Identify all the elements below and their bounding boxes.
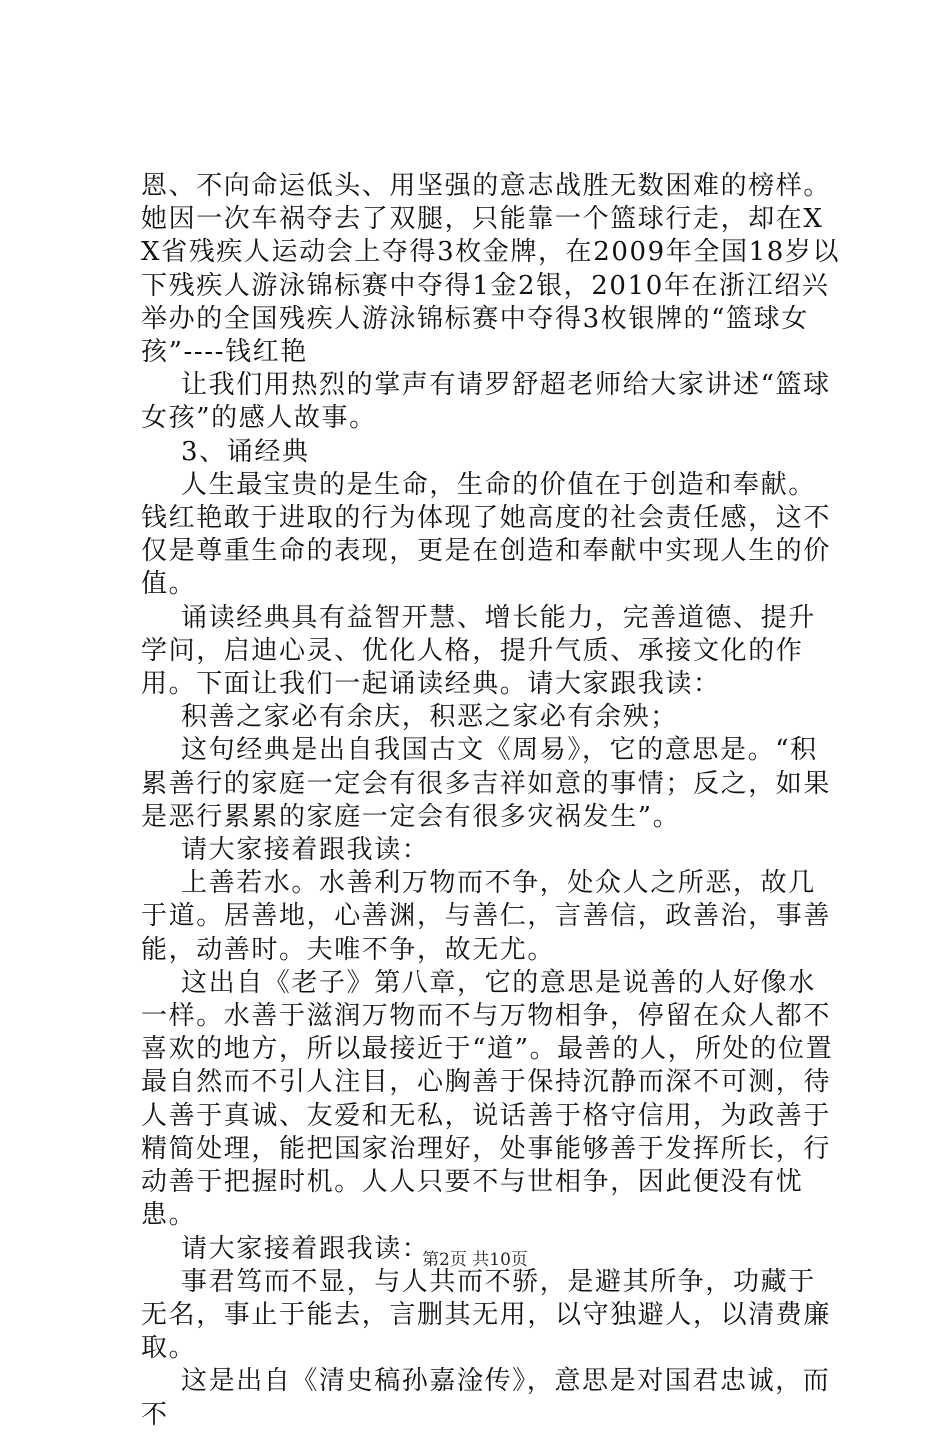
section-heading: 3、诵经典 <box>181 436 310 467</box>
page-footer <box>0 1245 950 1270</box>
document-body <box>141 170 841 1432</box>
paragraph: 人生最宝贵的是生命，生命的价值在于创造和奉献。钱红艳敢于进取的行为体现了她高度的社会责任感，这不仅是尊重生命的表现，更是在创造和奉献中实现人生的价值。 <box>141 469 832 600</box>
classic-quote: 上善若水。水善利万物而不争，处众人之所恶，故几于道。居善地，心善渊，与善仁，言善信，政善治，事善能，动善时。夫唯不争，故无尤。 <box>141 868 832 965</box>
paragraph: 请大家接着跟我读： <box>181 835 430 866</box>
classic-quote: 积善之家必有余庆，积恶之家必有余殃； <box>181 702 678 733</box>
paragraph: 这句经典是出自我国古文《周易》，它的意思是。“积累善行的家庭一定会有很多吉祥如意的事情；反之，如果是恶行累累的家庭一定会有很多灾祸发生”。 <box>141 735 832 832</box>
paragraph: 请大家接着跟我读： <box>181 1233 430 1264</box>
paragraph: 诵读经典具有益智开慧、增长能力，完善道德、提升学问，启迪心灵、优化人格，提升气质、承接文化的作用。下面让我们一起诵读经典。请大家跟我读： <box>141 602 816 700</box>
classic-quote: 事君笃而不显，与人共而不骄，是避其所争，功藏于无名，事止于能去，言删其无用，以守独避人，以清费廉取。 <box>141 1266 832 1364</box>
paragraph-invitation: 让我们用热烈的掌声有请罗舒超老师给大家讲述“篮球女孩”的感人故事。 <box>141 370 831 434</box>
paragraph: 这是出自《清史稿孙嘉淦传》，意思是对国君忠诚，而不 <box>141 1366 831 1430</box>
page-number: 第2页 共10页 <box>422 1250 528 1270</box>
paragraph: 这出自《老子》第八章，它的意思是说善的人好像水一样。水善于滋润万物而不与万物相争，停留在众人都不喜欢的地方，所以最接近于“道”。最善的人，所处的位置最自然而不引人注目，心胸善于保持沉静而深不可测，待人善于真诚、友爱和无私，说话善于格守信用，为政善于精简处理，能把国家治理好，处事能够善于发挥所长，行动善于把握时机。人人只要不与世相争，因此便没有忧患。 <box>141 967 834 1231</box>
paragraph-continuation: 恩、不向命运低头、用坚强的意志战胜无数困难的榜样。她因一次车祸夺去了双腿，只能靠一个篮球行走，却在XX省残疾人运动会上夺得3枚金牌，在2009年全国18岁以下残疾人游泳锦标赛中夺得1金2银，2010年在浙江绍兴举办的全国残疾人游泳锦标赛中夺得3枚银牌的“篮球女孩”----钱红艳 <box>141 171 841 368</box>
